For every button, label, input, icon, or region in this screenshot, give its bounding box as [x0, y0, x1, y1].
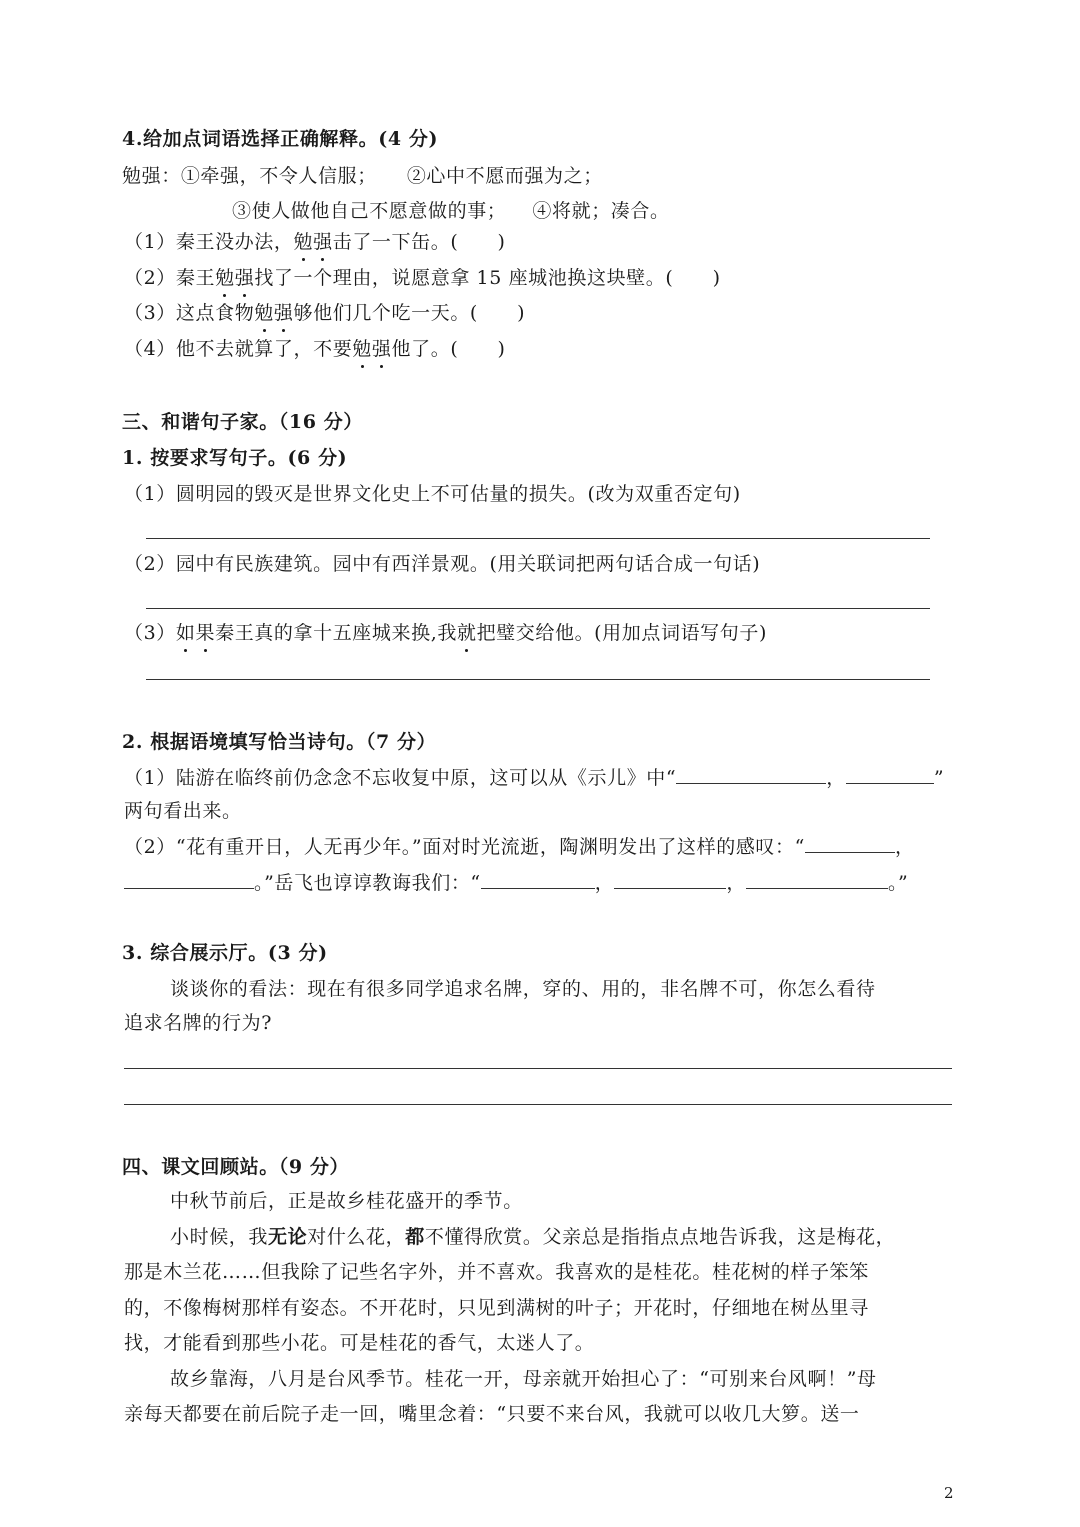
q4-item-2: （2）秦王勉强找了一个理由，说愿意拿 15 座城池换这块壁。( ): [124, 267, 721, 289]
fill-blank[interactable]: [805, 834, 895, 853]
q4-item-4: （4）他不去就算了，不要勉强他了。( ): [124, 338, 506, 360]
fill-blank[interactable]: [614, 870, 726, 889]
fill-blank[interactable]: [481, 870, 595, 889]
passage-line: 的，不像梅树那样有姿态。不开花时，只见到满树的叶子；开花时，仔细地在树丛里寻: [124, 1297, 869, 1319]
passage-line: 故乡靠海，八月是台风季节。桂花一开，母亲就开始担心了：“可别来台风啊！”母: [170, 1368, 877, 1390]
answer-line[interactable]: [124, 1068, 952, 1069]
q4-def-2: ②心中不愿而强为之；: [406, 165, 603, 187]
s3-q2-1-line1: （1）陆游在临终前仍念念不忘收复中原，这可以从《示儿》中“ ， ”: [124, 767, 945, 789]
q4-def-4: ④将就；凑合。: [532, 200, 670, 222]
q4-item-1: （1）秦王没办法，勉强击了一下缶。( ): [124, 231, 506, 253]
q4-title: 4.给加点词语选择正确解释。(4 分): [122, 128, 439, 150]
s3-q2-1-line2: 两句看出来。: [124, 800, 242, 822]
s3-q2-2-line2: 。”岳飞也谆谆教诲我们：“ ， ， 。”: [124, 870, 908, 896]
answer-line[interactable]: [124, 1104, 952, 1105]
q4-def-3: ③使人做他自己不愿意做的事；: [232, 200, 507, 222]
answer-line[interactable]: [146, 679, 930, 680]
passage-line: 找，才能看到那些小花。可是桂花的香气，太迷人了。: [124, 1332, 595, 1354]
fill-blank[interactable]: [846, 765, 934, 784]
section-3-title: 三、和谐句子家。（16 分）: [122, 411, 363, 433]
q4-item-3: （3）这点食物勉强够他们几个吃一天。( ): [124, 302, 526, 324]
s3-q3-title: 3. 综合展示厅。(3 分): [122, 942, 328, 964]
q4-def-1: ①牵强，不令人信服；: [180, 165, 377, 187]
s3-q2-title: 2. 根据语境填写恰当诗句。（7 分）: [122, 731, 437, 753]
s3-q2-2-line1: （2）“花有重开日，人无再少年。”面对时光流逝，陶渊明发出了这样的感叹：“ ，: [124, 836, 915, 858]
fill-blank[interactable]: [124, 870, 254, 889]
s3-q1-2: （2）园中有民族建筑。园中有西洋景观。(用关联词把两句话合成一句话): [124, 553, 761, 575]
s3-q1-3: （3）如果秦王真的拿十五座城来换,我就把璧交给他。(用加点词语写句子): [124, 622, 767, 644]
passage-line: 中秋节前后，正是故乡桂花盛开的季节。: [170, 1190, 523, 1212]
s3-q3-prompt-1: 谈谈你的看法：现在有很多同学追求名牌，穿的、用的，非名牌不可，你怎么看待: [170, 978, 876, 1000]
answer-line[interactable]: [146, 538, 930, 539]
s3-q3-prompt-2: 追求名牌的行为?: [124, 1012, 272, 1034]
s3-q1-title: 1. 按要求写句子。(6 分): [122, 447, 348, 469]
page-number: 2: [944, 1484, 954, 1502]
passage-line: 那是木兰花……但我除了记些名字外，并不喜欢。我喜欢的是桂花。桂花树的样子笨笨: [124, 1261, 869, 1283]
q4-definitions-line2: [232, 198, 670, 224]
answer-line[interactable]: [146, 608, 930, 609]
fill-blank[interactable]: [676, 765, 826, 784]
fill-blank[interactable]: [746, 870, 888, 889]
s3-q1-1: （1）圆明园的毁灭是世界文化史上不可估量的损失。(改为双重否定句): [124, 483, 741, 505]
passage-line: 小时候，我无论对什么花，都不懂得欣赏。父亲总是指指点点地告诉我，这是梅花，: [170, 1226, 896, 1248]
passage-line: 亲每天都要在前后院子走一回，嘴里念着：“只要不来台风，我就可以收几大箩。送一: [124, 1403, 860, 1425]
q4-definitions-line1: [122, 163, 603, 189]
section-4-title: 四、课文回顾站。（9 分）: [122, 1156, 350, 1178]
q4-def-head: 勉强：: [122, 165, 181, 187]
